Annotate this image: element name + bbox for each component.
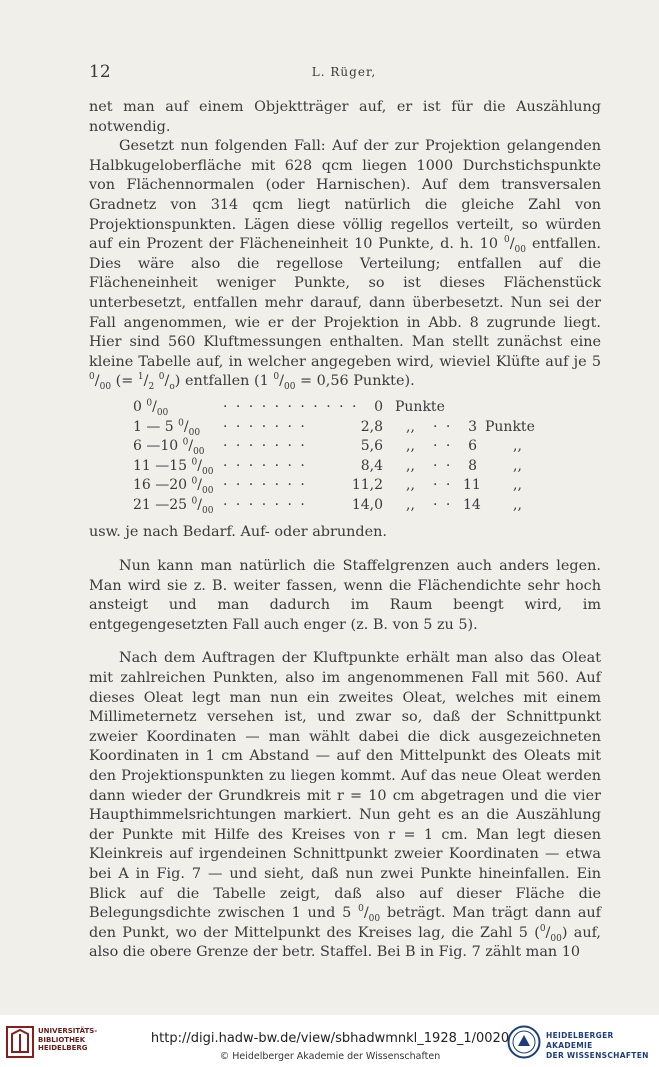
copyright: © Heidelberger Akademie der Wissenschaften [219, 1051, 441, 1062]
paragraph: net man auf einem Objektträger auf, er ist für die Auszählung notwendig. [89, 99, 601, 135]
table-row: 1 — 5 $^0/_{00}$ · · · · · · · 2,8 ,, · · 3 Punkte [133, 417, 535, 438]
paragraph: Gesetzt nun folgenden Fall: Auf der zur Projektion gelangenden Halbkugeloberfläche mit 628 qcm liegen 1000 Durchstichspunkte von Flächennormalen (oder Harnischen). Auf dem transversalen Gradnetz von 314 qcm liegt natürlich die gleiche Zahl von Projektionspunkten. Lägen diese völlig regellos verteilt, so würden auf ein Prozent der Flächeneinheit 10 Punkte, d. h. 10 $^0/_{00}$ entfallen. Dies wäre also die regellose Verteilung; entfallen auf die Flächeneinheit weniger Punkte, so ist dieses Flächenstück unterbesetzt, entfallen mehr darauf, dann überbesetzt. Nun sei der Fall angenommen, wie er der Projektion in Abb. 8 zugrunde liegt. Hier sind 560 Kluftmessungen enthalten. Man stellt zunächst eine kleine Tabelle auf, in welcher angegeben wird, wieviel Klüfte auf je 5 $^0/_{00}$ (= $^1/_2$ $^0/_o$) entfallen (1 $^0/_{00} = 0,56$ Punkte). [89, 138, 601, 393]
table-row: 21 —25 $^0/_{00}$ · · · · · · · 14,0 ,, · · 14 ,, [133, 496, 522, 516]
table-row: 11 —15 $^0/_{00}$ · · · · · · · 8,4 ,, · · 8 ,, [133, 457, 522, 477]
running-head: L. Rüger, [311, 65, 377, 79]
academy-logo-icon [507, 1025, 541, 1059]
viewer-footer [0, 1015, 659, 1067]
table-row: 16 —20 $^0/_{00}$ · · · · · · · 11,2 ,, · · 11 ,, [133, 476, 522, 497]
paragraph: usw. je nach Bedarf. Auf- oder abrunden. [89, 524, 387, 541]
university-library-logo-icon [6, 1026, 34, 1058]
paragraph: Nach dem Auftragen der Kluftpunkte erhält man also das Oleat mit zahlreichen Punkten, also im angenommenen Fall mit 560. Auf dieses Oleat legt man nun ein zweites Oleat, welches mit einem Millimeternetz versehen ist, und zwar so, daß der Schnittpunkt zweier Koordinaten — man wählt dabei die dick ausgezeichneten Koordinaten in 1 cm Abstand — auf den Mittelpunkt des Oleats mit den Projektionspunkten zu liegen kommt. Auf das neue Oleat werden dann wieder der Grundkreis mit r = 10 cm abgetragen und die vier Haupthimmelsrichtungen markiert. Nun geht es an die Auszählung der Punkte mit Hilfe des Kreises von r = 1 cm. Man legt diesen Kleinkreis auf irgendeinen Schnittpunkt zweier Koordinaten — etwa bei A in Fig. 7 — und sieht, daß nun zwei Punkte hineinfallen. Ein Blick auf die Tabelle zeigt, daß also auf dieser Fläche die Belegungsdichte zwischen 1 und 5 $^0/_{00}$ beträgt. Man trägt dann auf den Punkt, wo der Mittelpunkt des Kreises lag, die Zahl 5 $(^0/_{00})$ auf, also die obere Grenze der betr. Staffel. Bei B in Fig. 7 zählt man 10 [89, 650, 602, 961]
permalink[interactable]: http://digi.hadw-bw.de/view/sbhadwmnkl_1928_1/0020 [150, 1031, 510, 1046]
academy-logo-text: HEIDELBERGER AKADEMIE DER WISSENSCHAFTEN [546, 1031, 649, 1060]
table-row: 0 $^0/_{00}$ · · · · · · · · · · · 0 Punkte [133, 398, 445, 418]
table-row: 6 —10 $^0/_{00}$ · · · · · · · 5,6 ,, · · 6 ,, [133, 437, 522, 457]
page-number: 12 [89, 62, 111, 82]
university-library-logo-text: UNIVERSITÄTS- BIBLIOTHEK HEIDELBERG [38, 1027, 98, 1052]
page-header [89, 62, 599, 82]
paragraph: Nun kann man natürlich die Staffelgrenzen auch anders legen. Man wird sie z. B. weiter fassen, wenn die Flächendichte sehr hoch ansteigt und man dadurch im Raum beengt wird, im entgegengesetzten Fall auch enger (z. B. von 5 zu 5). [89, 558, 601, 633]
density-table [133, 398, 601, 516]
body-text [89, 98, 601, 963]
